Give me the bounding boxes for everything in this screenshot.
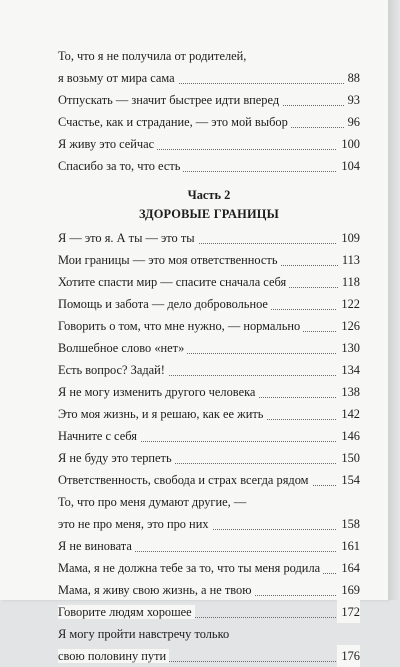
toc-entry-title: Я не могу изменить другого человека [58,385,258,399]
toc-entry-title: это не про меня, это про них [58,517,212,531]
toc-page-number: 161 [337,535,360,557]
toc-entry [58,447,360,469]
toc-entry [58,155,360,177]
toc-entry-title: Отпускать — значит быстрее идти вперед [58,93,282,107]
toc-entry-title: Мама, я живу свою жизнь, а не твою [58,583,255,597]
toc-entry [58,271,360,293]
toc-entry [58,535,360,557]
toc-entry [58,601,360,623]
toc-entry-title: Спасибо за то, что есть [58,159,183,173]
toc-entry [58,557,360,579]
toc-entry-title: Мои границы — это моя ответственность [58,253,281,267]
toc-entry-title: Хотите спасти мир — спасите сначала себя [58,275,289,289]
toc-entry [58,227,360,249]
toc-entry-title: Мама, я не должна тебе за то, что ты меня родила [58,561,323,575]
toc-page-number: 138 [337,381,360,403]
toc-entry-title: Я — это я. А ты — это ты [58,231,198,245]
toc-entry [58,359,360,381]
toc-page-number: 104 [337,155,360,177]
toc-entry [58,469,360,491]
toc-page-number: 113 [338,249,360,271]
toc-entry-title: Есть вопрос? Задай! [58,363,168,377]
toc-entry [58,337,360,359]
toc-entry [58,645,360,667]
toc-entry-title: Счастье, как и страдание, — это мой выбор [58,115,291,129]
toc-entry [58,513,360,535]
toc-page-number: 154 [337,469,360,491]
book-spine-edge [388,0,400,600]
toc-entry-title: Я не буду это терпеть [58,451,175,465]
toc-entry-title: Я живу это сейчас [58,137,157,151]
toc-entry-title: Говорите людям хорошее [58,605,195,619]
toc-entry-title: Волшебное слово «нет» [58,341,187,355]
part2-list [58,227,360,667]
toc-page-number: 172 [337,601,360,623]
toc-page-number: 130 [337,337,360,359]
toc-entry-title: Говорить о том, что мне нужно, — нормально [58,319,303,333]
toc-entry [58,425,360,447]
toc-page-number: 142 [337,403,360,425]
toc-entry [58,67,360,89]
toc-entry [58,89,360,111]
toc-entry [58,381,360,403]
toc-page-number: 146 [337,425,360,447]
toc-entry-title: Начните с себя [58,429,140,443]
toc-entry [58,111,360,133]
toc-page-number: 96 [344,111,360,133]
toc-page-number: 88 [344,67,360,89]
toc-page-number: 100 [337,133,360,155]
toc-entry-line [58,491,360,513]
toc-page-number: 164 [337,557,360,579]
toc-entry [58,403,360,425]
toc-page-number: 150 [337,447,360,469]
part-label: Часть 2 [187,188,231,202]
table-of-contents [58,45,360,667]
toc-page-number: 158 [337,513,360,535]
toc-entry-title: Ответственность, свобода и страх всегда рядом [58,473,312,487]
toc-entry [58,133,360,155]
toc-page-number: 122 [337,293,360,315]
toc-entry [58,293,360,315]
toc-page-number: 118 [338,271,360,293]
toc-entry-title: Я не виновата [58,539,135,553]
toc-entry-title: То, что я не получила от родителей, [58,49,247,63]
toc-page-number: 93 [344,89,360,111]
toc-page-number: 109 [337,227,360,249]
part1-list [58,45,360,177]
toc-entry-title: Это моя жизнь, и я решаю, как ее жить [58,407,266,421]
toc-entry-title: Я могу пройти навстречу только [58,627,230,641]
toc-page-number: 176 [337,645,360,667]
toc-entry-title: я возьму от мира сама [58,71,178,85]
toc-entry-line [58,45,360,67]
toc-page-number: 134 [337,359,360,381]
toc-entry-title: свою половину пути [58,649,169,663]
toc-page-number: 169 [337,579,360,601]
toc-page-number: 126 [337,315,360,337]
toc-entry-line [58,623,360,645]
part-title: ЗДОРОВЫЕ ГРАНИЦЫ [139,207,279,221]
toc-entry [58,249,360,271]
toc-entry [58,315,360,337]
toc-entry [58,579,360,601]
toc-entry-title: То, что про меня думают другие, — [58,495,247,509]
toc-entry-title: Помощь и забота — дело добровольное [58,297,271,311]
